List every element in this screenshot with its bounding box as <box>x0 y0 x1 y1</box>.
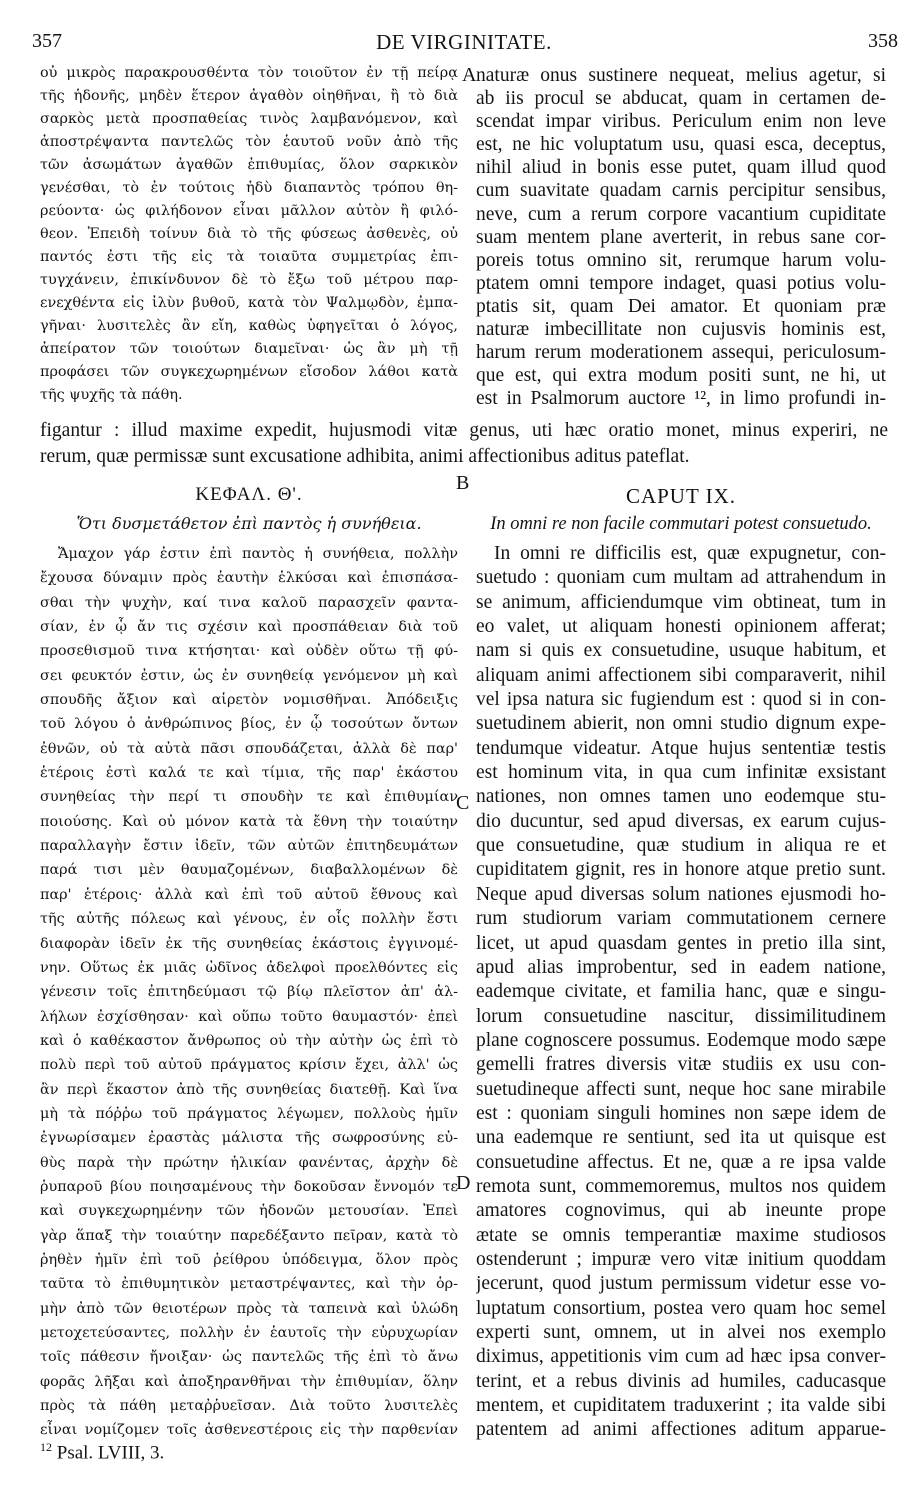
text-line: γὰρ ἅπαξ τὴν τοιαύτην παρεδέξαντο πεῖραν, κατὰ τὸ <box>40 1227 458 1244</box>
margin-marker-b: B <box>456 472 470 494</box>
text-line: τυγχάνειν, ἐπικίνδυνον δὲ τὸ ἔξω τοῦ μέτρου παρ- <box>40 272 458 288</box>
text-line: terint, et a rebus divinis ad humiles, caducasque <box>476 1370 886 1392</box>
full-width-line-2: rerum, quæ permissæ sunt excusatione adhibita, animi affectionibus aditus pateflat. <box>40 446 690 467</box>
page-number-right: 358 <box>868 30 898 52</box>
latin-column-top <box>476 64 886 410</box>
text-line: ἐγνωρίσαμεν ἐραστὰς μάλιστα τῆς σωφροσύνης εὐ- <box>40 1130 458 1147</box>
text-line: ταῦτα τὸ ἐπιθυμητικὸν μεταστρέψαντες, καὶ τὴν ὁρ- <box>40 1276 458 1293</box>
text-line: σπουδῆς ἄξιον καὶ αἱρετὸν νομισθῆναι. Ἀπόδειξις <box>40 692 458 709</box>
text-line: est in Psalmorum auctore ¹², in limo profundi in- <box>476 388 886 410</box>
text-line: naturæ imbecillitate non cujusvis hominis est, <box>476 319 886 341</box>
text-line: suetudinem abierit, non omni studio dignum expe- <box>476 713 886 735</box>
text-line: προσεθισμοῦ τινα κτήσηται· καὶ οὐδὲν οὕτω τῇ φύ- <box>40 643 458 660</box>
text-line: plane cognoscere possumus. Eodemque modo sæpe <box>476 1029 886 1051</box>
text-line: gemelli fratres diversis vitæ studiis ex usu con- <box>476 1054 886 1076</box>
text-line: naturæ onus sustinere nequeat, melius agetur, si <box>476 65 886 86</box>
text-line: ῥηθὲν ἡμῖν ἐπὶ τοῦ ῥείθρου ὑπόδειγμα, ὅλον πρὸς <box>40 1251 458 1268</box>
text-line: τῆς ἡδονῆς, μηδὲν ἕτερον ἀγαθὸν οἰηθῆναι, ἢ τὸ διὰ <box>40 88 458 104</box>
text-line: patentem ad animi affectiones aditum apparue- <box>476 1419 886 1441</box>
text-line: εἶναι νομίζομεν τοῖς ἀσθενεστέροις εἰς τὴν παρθενίαν <box>40 1422 458 1439</box>
text-line: eademque civitate, et familia hanc, quæ e singu- <box>476 981 886 1003</box>
text-line: ab iis procul se abducat, quam in certamen de- <box>476 88 886 110</box>
text-line: καὶ ὁ καθέκαστον ἄνθρωπος οὐ τὴν αὐτὴν ὡς ἐπὶ τὸ <box>40 1032 458 1049</box>
text-line: γένεσιν τοῖς ἐπιτηδεύμασι τῷ βίῳ πλεῖστον ἀπ' ἀλ- <box>40 984 458 1001</box>
greek-column-bottom <box>40 542 458 1443</box>
text-line: μὴν ἀπὸ τῶν θειοτέρων πρὸς τὰ ταπεινὰ καὶ ὑλώδη <box>40 1300 458 1317</box>
text-line: rum studiorum variam commutationem cernere <box>476 908 886 930</box>
text-line: experti sunt, omnem, ut in alvei nos exemplo <box>476 1322 886 1343</box>
text-line: apud alias improbentur, sed in eadem natione, <box>476 956 886 978</box>
latin-chapter-subtitle: In omni re non facile commutari potest consuetudo. <box>490 514 872 534</box>
text-line: φορᾶς λῆξαι καὶ ἀποξηρανθῆναι τὴν ἐπιθυμίαν, ὅλην <box>40 1373 458 1390</box>
text-line: μετοχετεύσαντες, πολλὴν ἐν ἑαυτοῖς τὴν εὐρυχωρίαν <box>40 1325 458 1341</box>
text-line: lorum consuetudine nascitur, dissimilitudinem <box>476 1005 886 1027</box>
footnote-text: Psal. LVIII, 3. <box>56 1442 165 1464</box>
text-line: τοῦ λόγου ὁ ἀνθρώπινος βίος, ἐν ᾧ τοσούτων ὄντων <box>40 716 458 733</box>
text-line: γενέσθαι, τὸ ἐν τούτοις ἡδὺ διαπαντὸς τρόπου θη- <box>40 180 458 196</box>
text-line: In omni re difficilis est, quæ expugnetur, con- <box>494 543 886 564</box>
text-line: ἐθνῶν, οὐ τὰ αὐτὰ πᾶσι σπουδάζεται, ἀλλὰ δὲ παρ' <box>40 740 458 757</box>
text-line: harum rerum moderationem assequi, periculosum- <box>476 342 886 364</box>
latin-column-bottom <box>476 542 886 1443</box>
text-line: γῆναι· λυσιτελὲς ἂν εἴη, καθὼς ὑφηγεῖται ὁ λόγος, <box>40 318 458 334</box>
text-line: aliquam animi affectionem sibi comparaverit, nihil <box>476 664 886 686</box>
text-line: se animum, afficiendumque vim obtineat, tum in <box>476 591 886 613</box>
text-line: una eademque re sentiunt, sed ita ut quisque est <box>476 1127 886 1149</box>
text-line: ἀποστρέψαντα παντελῶς τὸν ἑαυτοῦ νοῦν ἀπὸ τῆς <box>40 134 458 150</box>
text-line: πολὺ περὶ τοῦ αὐτοῦ πράγματος κρίσιν ἔχει, ἀλλ' ὡς <box>40 1057 458 1074</box>
text-line: προφάσει τῶν συγκεχωρημένων εἴσοδον λάθοι κατὰ <box>40 364 458 380</box>
text-line: παραλλαγὴν ἔστιν ἰδεῖν, τῶν αὐτῶν ἐπιτηδευμάτων <box>40 838 458 855</box>
text-line: καὶ συγκεχωρημένην τῶν ἡδονῶν μετουσίαν. Ἐπεὶ <box>40 1203 458 1220</box>
text-line: παντός ἐστι τῆς εἰς τὰ τοιαῦτα συμμετρίας ἐπι- <box>40 249 458 265</box>
text-line: eo valet, ut aliquam honesti opinionem afferat; <box>476 616 886 638</box>
text-line: παρά τισι μὲν θαυμαζομένων, διαβαλλομένων δὲ <box>40 862 458 879</box>
latin-chapter-heading: CAPUT IX. <box>625 484 737 508</box>
text-line: remota sunt, commemoremus, multos nos quidem <box>476 1175 886 1197</box>
text-line: πρὸς τὰ πάθη μεταῤῥυεῖσαν. Διὰ τοῦτο λυσιτελὲς <box>40 1398 458 1415</box>
text-line: jecerunt, quod justum permissum videtur esse vo- <box>476 1273 886 1295</box>
text-line: est, ne hic voluptatum usu, quasi esca, deceptus, <box>476 134 886 156</box>
text-line: nationes, non omnes tamen uno eodemque stu- <box>476 786 886 808</box>
text-line: ενεχθέντα εἰς ἰλὺν βυθοῦ, κατὰ τὸν Ψαλμῳδὸν, ἐμπα- <box>40 295 458 311</box>
text-line: est : quoniam singuli homines non sæpe idem de <box>476 1102 886 1124</box>
text-line: mentem, et cupiditatem traduxerint ; ita valde sibi <box>476 1395 886 1417</box>
text-line: θὺς παρὰ τὴν πρώτην ἡλικίαν φανέντας, ἀρχὴν δὲ <box>40 1154 458 1171</box>
text-line: suetudineque affecti sunt, neque hoc sane mirabile <box>476 1078 886 1100</box>
text-line: que est, qui extra modum positi sunt, ne hi, ut <box>476 365 886 387</box>
text-line: σθαι τὴν ψυχὴν, καί τινα καλοῦ παρασχεῖν φαντα- <box>40 594 458 611</box>
text-line: ῥυπαροῦ βίου ποιησαμένους τὴν δοκοῦσαν ἔννομόν τε <box>40 1178 458 1195</box>
greek-chapter-heading: ΚΕΦΑΛ. Θ'. <box>195 484 303 505</box>
text-line: ostenderunt ; impuræ vero vitæ initium quoddam <box>476 1248 886 1270</box>
text-line: ἂν περὶ ἕκαστον ἀπὸ τῆς συνηθείας διατεθῇ. Καὶ ἵνα <box>40 1081 458 1098</box>
text-line: tendumque videatur. Atque hujus sententiæ testis <box>476 737 886 759</box>
text-line: que consuetudine, quæ studium in aliqua re et <box>476 835 886 857</box>
running-header <box>24 30 904 60</box>
text-line: cum suavitate quadam carnis percipitur sensibus, <box>476 180 886 202</box>
text-line: nihil aliud in bonis esse putet, quam illud quod <box>476 157 886 179</box>
text-line: τῆς αὐτῆς πόλεως καὶ γένους, ἐν οἷς πολλὴν ἔστι <box>40 911 458 928</box>
text-line: dio ducuntur, sed apud diversas, ex earum cujus- <box>476 810 886 832</box>
margin-marker-a: A <box>462 64 477 86</box>
text-line: νην. Οὕτως ἐκ μιᾶς ὠδῖνος ἀδελφοὶ προελθόντες εἰς <box>40 959 458 976</box>
text-line: consuetudine affectus. Et ne, quæ a re ipsa valde <box>476 1151 886 1173</box>
text-line: nam si quis ex consuetudine, usuque habitum, et <box>476 640 886 662</box>
text-line: σίαν, ἐν ᾧ ἄν τις σχέσιν καὶ προσπάθειαν διὰ τοῦ <box>40 619 458 636</box>
text-line: θεον. Ἐπειδὴ τοίνυν διὰ τὸ τῆς φύσεως ἀσθενὲς, οὐ <box>40 226 458 242</box>
text-line: amatores cognovimus, qui ab ineunte prope <box>476 1200 886 1222</box>
margin-marker-c: C <box>456 792 470 814</box>
text-line: ποιούσης. Καὶ οὐ μόνον κατὰ τὰ ἔθνη τὴν τοιαύτην <box>40 813 458 830</box>
text-line: τῆς ψυχῆς τὰ πάθη. <box>40 387 183 403</box>
text-line: suam mentem plane averterit, in rebus sane cor- <box>476 226 886 248</box>
text-line: διαφορὰν ἰδεῖν ἐκ τῆς συνηθείας ἑκάστοις ἐγγινομέ- <box>40 935 458 952</box>
text-line: ptatem omni tempore indaget, quasi potius volu- <box>476 272 886 294</box>
text-line: est hominum vita, in qua cum infinitæ exsistant <box>476 762 886 784</box>
text-line: Neque apud diversas solum nationes ejusmodi ho- <box>476 883 886 905</box>
footnote-number: 12 <box>40 1440 52 1454</box>
text-line: σει φευκτόν ἐστιν, ὡς ἐν συνηθείᾳ γενόμενον μὴ καὶ <box>40 667 458 684</box>
text-line: vel ipsa natura sic fugiendum est : quod si in con- <box>476 689 886 711</box>
text-line: ætate se omnis temperantiæ maxime studiosos <box>476 1224 886 1246</box>
text-line: τῶν ἀσωμάτων ἀγαθῶν ἐπιθυμίας, ὅλον σαρκικὸν <box>40 157 458 173</box>
greek-chapter-subtitle: Ὅτι δυσμετάθετον ἐπὶ παντὸς ἡ συνήθεια. <box>76 514 422 533</box>
text-line: cupiditatem gignit, res in honore atque pretio sunt. <box>476 859 886 881</box>
text-line: παρ' ἑτέροις· ἀλλὰ καὶ ἐπὶ τοῦ αὐτοῦ ἔθνους καὶ <box>40 886 458 903</box>
margin-marker-d: D <box>456 1172 471 1194</box>
text-line: ptatis sit, quam Dei amator. Et quoniam præ <box>476 295 886 317</box>
full-width-line-1: figantur : illud maxime expedit, hujusmodi vitæ genus, uti hæc oratio monet, minus experiri, ne <box>40 420 888 441</box>
running-title: DE VIRGINITATE. <box>376 30 552 54</box>
text-line: συνηθείας τὴν περί τι σπουδὴν τε καὶ ἐπιθυμίαν <box>40 789 458 806</box>
text-line: licet, ut apud quasdam gentes in pretio illa sint, <box>476 932 886 954</box>
text-line: ρεύοντα· ὡς φιλήδονον εἶναι μᾶλλον αὐτὸν ἢ φιλό- <box>40 203 458 219</box>
text-line: ἔχουσα δύναμιν πρὸς ἑαυτὴν ἑλκύσαι καὶ ἐπισπάσα- <box>40 570 458 587</box>
text-line: σαρκὸς μετὰ προσπαθείας τινὸς λαμβανόμενον, καὶ <box>40 111 458 127</box>
page-number-left: 357 <box>32 30 62 52</box>
text-line: ἀπείρατον τῶν τοιούτων διαμεῖναι· ὡς ἂν μὴ τῇ <box>40 341 458 357</box>
text-line: neve, cum a rerum corpore vacantium cupiditate <box>476 203 886 225</box>
text-line: λήλων ἐσχίσθησαν· καὶ οὕπω τοῦτο θαυμαστόν· ἐπεὶ <box>40 1008 458 1025</box>
text-line: Ἄμαχον γάρ ἐστιν ἐπὶ παντὸς ἡ συνήθεια, πολλὴν <box>58 546 458 562</box>
text-line: μὴ τὰ πόῤῥω τοῦ πράγματος λέγωμεν, πολλοὺς ἡμῖν <box>40 1105 458 1122</box>
text-line: diximus, appetitionis vim cum ad hæc ipsa conver- <box>476 1346 886 1368</box>
text-line: suetudo : quoniam cum multam ad attrahendum in <box>476 567 886 589</box>
greek-column-top <box>40 62 458 407</box>
text-line: τοῖς πάθεσιν ἤνοιξαν· ὡς παντελῶς τῆς ἐπὶ τὸ ἄνω <box>40 1349 458 1366</box>
text-line: scendat impar viribus. Periculum enim non leve <box>476 111 886 133</box>
footnote <box>40 1440 164 1464</box>
text-line: luptatum consortium, postea vero quam hoc semel <box>476 1297 886 1319</box>
text-line: οὐ μικρὸς παρακρουσθέντα τὸν τοιοῦτον ἐν τῇ πείρᾳ <box>40 65 458 81</box>
text-line: ἑτέροις ἐστὶ καλά τε καὶ τίμια, τῆς παρ' ἑκάστου <box>40 765 458 782</box>
text-line: poreis totus omnino sit, rerumque harum volu- <box>476 249 886 271</box>
